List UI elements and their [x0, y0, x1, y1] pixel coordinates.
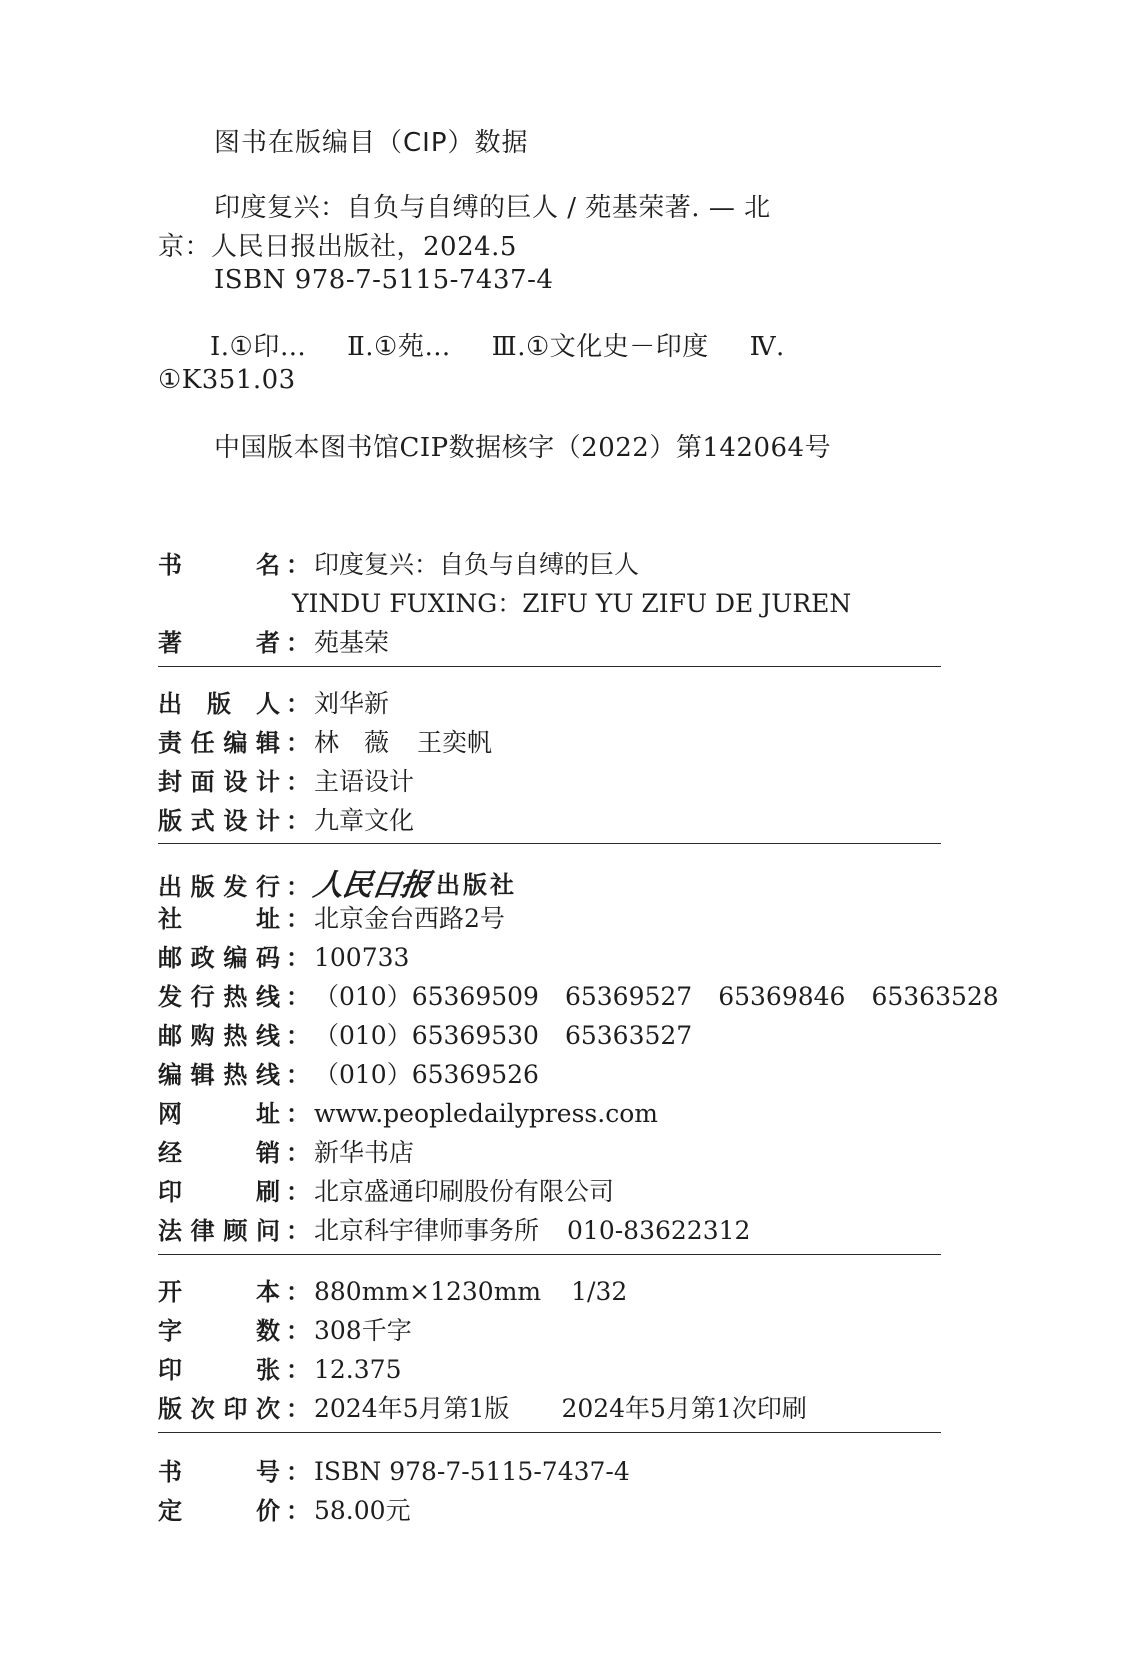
layout-designer: 九章文化: [314, 806, 415, 835]
publisher-logo-script: 人民日报: [311, 868, 432, 903]
row-distribution: 出版发行 ： 人民日报 出版社: [158, 860, 517, 904]
sales-hotline-1: （010）65369509: [314, 982, 539, 1011]
legal-firm: 北京科宇律师事务所: [314, 1216, 540, 1245]
label-sales-hotline: 发行热线: [158, 983, 280, 1011]
row-edit-hotline: 编辑热线 ： （010）65369526: [158, 1055, 539, 1091]
label-editor: 责任编辑: [158, 729, 280, 757]
author: 苑基荣: [314, 628, 390, 657]
book-title: 印度复兴：自负与自缚的巨人: [314, 550, 640, 579]
editor-1: 林 薇: [314, 728, 390, 757]
row-sales-hotline: 发行热线 ： （010）65369509 65369527 65369846 65363528: [158, 977, 999, 1013]
row-cover-design: 封面设计 ： 主语设计: [158, 762, 414, 798]
cip-classification: [210, 326, 785, 363]
row-book-title: 书名 ： 印度复兴：自负与自缚的巨人: [158, 545, 639, 581]
row-isbn: 书号 ： ISBN 978-7-5115-7437-4: [158, 1452, 630, 1487]
address: 北京金台西路2号: [314, 904, 505, 933]
legal-phone: 010-83622312: [567, 1216, 751, 1245]
format-size: 880mm×1230mm: [314, 1277, 542, 1306]
label-distribution: 出版发行: [158, 873, 280, 901]
label-price: 定价: [158, 1497, 280, 1525]
row-publisher-person: 出版人 ： 刘华新: [158, 684, 389, 720]
postcode: 100733: [314, 943, 410, 972]
edition: 2024年5月第1版: [314, 1394, 510, 1423]
label-format: 开本: [158, 1278, 280, 1306]
label-seller: 经销: [158, 1139, 280, 1167]
book-title-english: YINDU FUXING：ZIFU YU ZIFU DE JUREN: [292, 589, 852, 618]
website-link[interactable]: www.peopledailypress.com: [314, 1099, 658, 1128]
row-layout-design: 版式设计 ： 九章文化: [158, 801, 414, 837]
row-edition: 版次印次 ： 2024年5月第1版 2024年5月第1次印刷: [158, 1389, 807, 1425]
label-book-title: 书名: [158, 551, 280, 579]
label-mail-hotline: 邮购热线: [158, 1022, 280, 1050]
isbn: ISBN 978-7-5115-7437-4: [314, 1457, 630, 1486]
row-printer: 印刷 ： 北京盛通印刷股份有限公司: [158, 1172, 614, 1208]
printing: 2024年5月第1次印刷: [561, 1394, 807, 1423]
label-address: 社址: [158, 905, 280, 933]
divider: [158, 1432, 941, 1433]
row-legal: 法律顾问 ： 北京科宇律师事务所 010-83622312: [158, 1211, 750, 1247]
mail-hotline-2: 65363527: [564, 1021, 693, 1050]
divider: [158, 843, 941, 844]
cip-isbn: ISBN 978-7-5115-7437-4: [214, 265, 554, 295]
label-cover-design: 封面设计: [158, 768, 280, 796]
seller: 新华书店: [314, 1138, 415, 1167]
row-editor: 责任编辑 ： 林 薇 王奕帆: [158, 723, 492, 759]
cip-class-1: Ⅰ.①印…: [210, 332, 307, 362]
label-author: 著者: [158, 629, 280, 657]
divider: [158, 666, 941, 667]
sales-hotline-2: 65369527: [564, 982, 693, 1011]
cip-verify-number: 中国版本图书馆CIP数据核字（2022）第142064号: [214, 433, 832, 463]
label-website: 网址: [158, 1100, 280, 1128]
label-edit-hotline: 编辑热线: [158, 1061, 280, 1089]
cip-class-4: Ⅳ.: [749, 332, 785, 362]
row-author: 著者 ： 苑基荣: [158, 623, 389, 659]
label-edition: 版次印次: [158, 1395, 280, 1423]
printed-sheets: 12.375: [314, 1355, 402, 1384]
editor-2: 王奕帆: [417, 728, 493, 757]
label-sheets: 印张: [158, 1356, 280, 1384]
cip-entry-line1: 印度复兴：自负与自缚的巨人 / 苑基荣著. — 北: [214, 193, 771, 223]
sales-hotline-4: 65363528: [871, 982, 999, 1011]
cip-class-2: Ⅱ.①苑…: [347, 332, 451, 362]
publisher-person: 刘华新: [314, 689, 390, 718]
word-count: 308千字: [314, 1316, 412, 1345]
mail-hotline-1: （010）65369530: [314, 1021, 539, 1050]
cover-designer: 主语设计: [314, 767, 415, 796]
edit-hotline: （010）65369526: [314, 1060, 539, 1089]
format-fold: 1/32: [571, 1277, 628, 1306]
row-words: 字数 ： 308千字: [158, 1311, 412, 1347]
label-words: 字数: [158, 1317, 280, 1345]
cip-entry-line2: 京：人民日报出版社，2024.5: [158, 232, 517, 262]
cip-title: 图书在版编目（CIP）数据: [214, 128, 529, 158]
label-legal: 法律顾问: [158, 1217, 280, 1245]
publisher-logo-text: 出版社: [436, 870, 517, 899]
publisher-logo: [311, 860, 517, 904]
row-website: 网址 ： www.peopledailypress.com: [158, 1094, 658, 1129]
row-address: 社址 ： 北京金台西路2号: [158, 899, 505, 935]
printer: 北京盛通印刷股份有限公司: [314, 1177, 615, 1206]
cip-class-code: ①K351.03: [158, 365, 296, 395]
row-seller: 经销 ： 新华书店: [158, 1133, 414, 1169]
sales-hotline-3: 65369846: [718, 982, 846, 1011]
divider: [158, 1254, 941, 1255]
row-mail-hotline: 邮购热线 ： （010）65369530 65363527: [158, 1016, 692, 1052]
row-format: 开本 ： 880mm×1230mm 1/32: [158, 1272, 627, 1307]
cip-class-3: Ⅲ.①文化史－印度: [491, 332, 709, 362]
label-printer: 印刷: [158, 1178, 280, 1206]
row-postcode: 邮政编码 ： 100733: [158, 938, 409, 973]
label-layout-design: 版式设计: [158, 807, 280, 835]
price: 58.00元: [314, 1496, 411, 1525]
row-price: 定价 ： 58.00元: [158, 1491, 411, 1527]
label-publisher-person: 出版人: [158, 690, 280, 718]
label-postcode: 邮政编码: [158, 944, 280, 972]
row-sheets: 印张 ： 12.375: [158, 1350, 401, 1385]
label-isbn: 书号: [158, 1458, 280, 1486]
